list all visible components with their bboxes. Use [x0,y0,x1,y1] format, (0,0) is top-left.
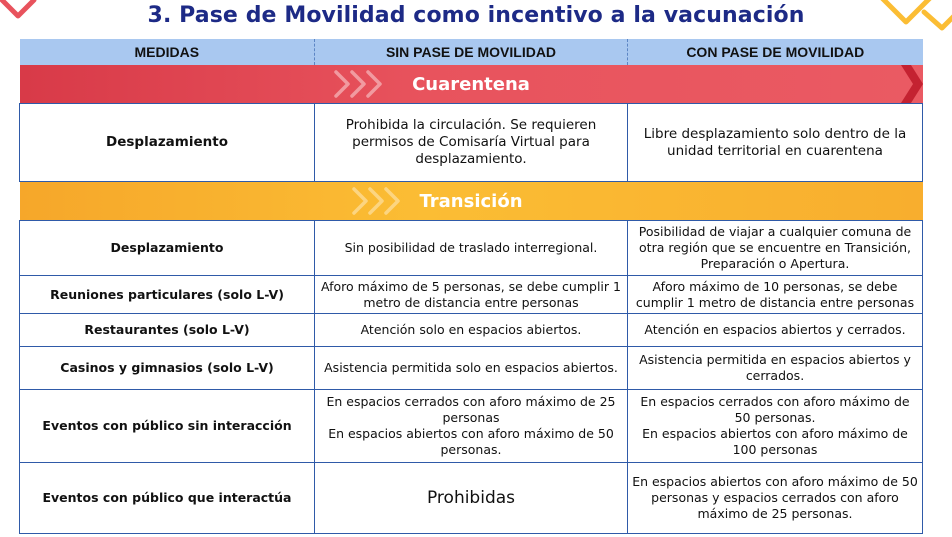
table-row [20,221,923,276]
section-label-cuarentena: Cuarentena [412,73,530,95]
header-sin-pase: SIN PASE DE MOVILIDAD [315,39,628,65]
header-con-pase: CON PASE DE MOVILIDAD [628,39,923,65]
sin-pase-cell: Sin posibilidad de traslado interregional. [315,221,628,276]
medida-cell: Eventos con público sin interacción [20,390,315,463]
sin-pase-cell: Prohibidas [315,463,628,534]
con-pase-cell: Posibilidad de viajar a cualquier comuna de otra región que se encuentre en Transición, Preparación o Apertura. [628,221,923,276]
sin-pase-abiertos-text: En espacios abiertos con aforo máximo de 50 personas. [328,426,614,457]
medida-cell: Restaurantes (solo L-V) [20,314,315,347]
chevrons-decoration [332,69,392,99]
measures-table [19,39,923,534]
table-row [20,347,923,390]
sin-pase-cell: Aforo máximo de 5 personas, se debe cumplir 1 metro de distancia entre personas [315,276,628,314]
band-end-arrow [901,65,923,103]
page-title: 3. Pase de Movilidad como incentivo a la vacunación [147,3,805,28]
table-header-row [20,39,923,65]
con-pase-abiertos-text: En espacios abiertos con aforo máximo de 100 personas [642,426,908,457]
medida-cell: Desplazamiento [20,221,315,276]
section-band-transicion [20,182,923,221]
sin-pase-cell [315,390,628,463]
medida-cell: Desplazamiento [20,104,315,182]
con-pase-cell: Libre desplazamiento solo dentro de la unidad territorial en cuarentena [628,104,923,182]
con-pase-cell: Asistencia permitida en espacios abiertos y cerrados. [628,347,923,390]
table-row [20,390,923,463]
con-pase-cell [628,390,923,463]
section-label-transicion: Transición [419,190,523,212]
sin-pase-cell: Prohibida la circulación. Se requieren permisos de Comisaría Virtual para desplazamiento. [315,104,628,182]
con-pase-cell: En espacios abiertos con aforo máximo de 50 personas y espacios cerrados con aforo máximo de 25 personas. [628,463,923,534]
medida-cell: Casinos y gimnasios (solo L-V) [20,347,315,390]
medida-cell: Eventos con público que interactúa [20,463,315,534]
con-pase-cell: Aforo máximo de 10 personas, se debe cumplir 1 metro de distancia entre personas [628,276,923,314]
table-row [20,314,923,347]
table-row [20,463,923,534]
sin-pase-cell: Atención solo en espacios abiertos. [315,314,628,347]
header-medidas: MEDIDAS [20,39,315,65]
section-band-cuarentena [20,65,923,104]
con-pase-cell: Atención en espacios abiertos y cerrados. [628,314,923,347]
sin-pase-cell: Asistencia permitida solo en espacios abiertos. [315,347,628,390]
con-pase-cerrados-text: En espacios cerrados con aforo máximo de 50 personas. [640,394,910,425]
chevrons-decoration [350,186,410,216]
medida-cell: Reuniones particulares (solo L-V) [20,276,315,314]
table-row [20,104,923,182]
sin-pase-cerrados-text: En espacios cerrados con aforo máximo de 25 personas [326,394,616,425]
table-row [20,276,923,314]
